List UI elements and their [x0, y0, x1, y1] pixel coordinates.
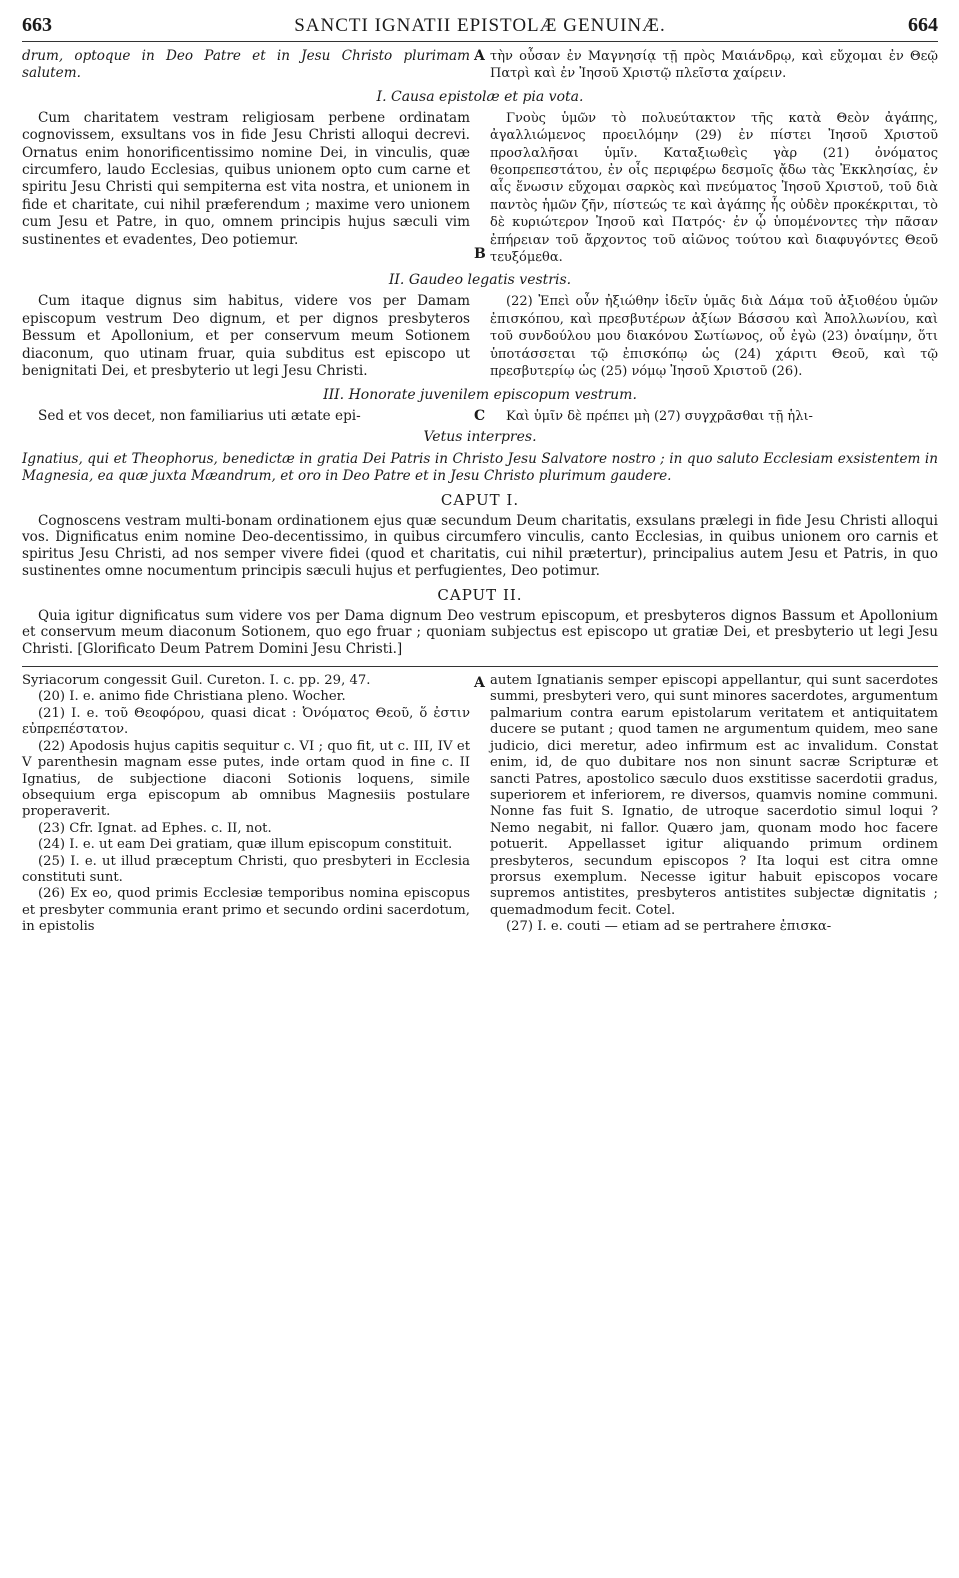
- caput-1-text: Cognoscens vestram multi-bonam ordinationem ejus quæ secundum Deum charitatis, exsulans prælegi in fide Jesu Christi alloqui vos. Dignificatus enim nomine Deo-decentissimo, in quibus circumfero vinculis, canto Ecclesias, in quibus unionem oro carnis et spiritus Jesu Christi, ad nos semper vivere fidei (quod et charitatis, cui nihil prætertur), principalius autem Jesu et Patris, in quo sustinentes omne nocumentum principis sæculi hujus et perfugientes, Deo potimur.: [22, 512, 938, 579]
- running-title: SANCTI IGNATII EPISTOLÆ GENUINÆ.: [294, 15, 666, 36]
- page-number-right: 664: [908, 14, 938, 36]
- caput-2-text: Quia igitur dignificatus sum videre vos per Dama dignum Deo vestrum episcopum, et presbyteros dignos Bassum et Apollonium et conservum meum diaconum Sotionem, quo ego fruar ; quoniam subjectus est episcopo ut gratiæ Dei, et presbyterio ut legi Jesu Christi. [Glorificato Deum Patrem Domini Jesu Christi.]: [22, 607, 938, 658]
- section-1-latin: Cum charitatem vestram religiosam perbene ordinatam cognovissem, exsultans vos in fide Jesu Christi alloqui decrevi. Ornatus enim honorificentissimo nomine Dei, in vinculis, quæ circumfero, laudo Ecclesias, quibus unionem opto cum carne et spiritu Jesu Christi qui sempiterna est vita nostra, et unionem in fide et charitate, cui nihil præferendum ; maxime vero unionem cum Jesu et Patre, in quo, omnem principis hujus sæculi vim sustinentes et evadentes, Deo potiemur.: [22, 109, 470, 248]
- margin-marker-a: A: [474, 48, 485, 64]
- footnote: (20) I. e. animo fide Christiana pleno. Wocher.: [38, 689, 346, 705]
- page-number-left: 663: [22, 14, 52, 36]
- section-1-greek: Γνοὺς ὑμῶν τὸ πολυεύτακτον τῆς κατὰ Θεὸν ἀγάπης, ἀγαλλιώμενος προειλόμην (29) ἐν πίστει Ἰησοῦ Χριστοῦ προσλαλῆσαι ὑμῖν. Καταξιωθεὶς γὰρ (21) ὀνόματος θεοπρεπεστάτου, ἐν οἷς περιφέρω δεσμοῖς ᾄδω τὰς Ἐκκλησίας, ἐν αἷς ἕνωσιν εὔχομαι σαρκὸς καὶ πνεύματος Ἰησοῦ Χριστοῦ, τοῦ διὰ παντὸς ἡμῶν ζῆν, πίστεώς τε καὶ ἀγάπης ἧς οὐδὲν προκέκριται, τὸ δὲ κυριώτερον Ἰησοῦ καὶ Πατρός· ἐν ᾧ ὑπομένοντες τὴν πᾶσαν ἐπήρειαν τοῦ ἄρχοντος τοῦ αἰῶνος τούτου καὶ διαφυγόντες Θεοῦ τευξόμεθα.: [490, 110, 938, 266]
- caput-2-heading: CAPUT II.: [437, 585, 523, 604]
- section-3: [22, 408, 938, 425]
- section-1: [22, 110, 938, 267]
- section-heading-2: II. Gaudeo legatis vestris.: [388, 272, 572, 289]
- footnotes-left: [22, 673, 470, 936]
- footnote: (25) I. e. ut illud præceptum Christi, quo presbyteri in Ecclesia constituti sunt.: [22, 853, 470, 885]
- vetus-heading: Vetus interpres.: [423, 428, 537, 445]
- page: [22, 14, 938, 936]
- footnotes-right: [490, 673, 938, 936]
- section-2: [22, 293, 938, 380]
- margin-marker-b: B: [474, 246, 486, 263]
- section-heading-1: I. Causa epistolæ et pia vota.: [376, 88, 584, 105]
- section-3-greek: Καὶ ὑμῖν δὲ πρέπει μὴ (27) συγχρᾶσθαι τῇ ἡλι-: [506, 408, 813, 424]
- section-3-latin: Sed et vos decet, non familiarius uti ætate epi-: [38, 407, 361, 424]
- footnote: autem Ignatianis semper episcopi appellantur, qui sunt sacerdotes summi, presbyteri vero, qui sunt minores sacerdotes, argumentum palmarium contra earum epistolarum veritatem et antiquitatem ducere se putant ; quod tamen ne argumentum quidem, meo sane judicio, dici meretur, adeo infirmum est ac invalidum. Constat enim, id, de quo dubitare nos non sinunt sacræ Scripturæ et sancti Patres, apostolico sæculo duos exstitisse sacerdotii gradus, superiorem et inferiorem, re diversos, quamvis nomine communi. Nonne fas fuit S. Ignatio, de utroque sacerdotio simul loqui ? Nemo negabit, ni fallor. Quæro jam, quonam modo hoc facere potuerit. Appellasset igitur aliquando primum ordinem presbyteros, secundum episcopos ? Ita loqui est citra omne prorsus exemplum. Necesse igitur habuit episcopos vocare supremos antistites, presbyteros antistites subjectæ dignitatis ; quemadmodum fecit. Cotel.: [490, 673, 938, 918]
- footnote: (21) I. e. τοῦ Θεοφόρου, quasi dicat : Ὀνόματος Θεοῦ, ὅ ἐστιν εὐπρεπέστατον.: [22, 705, 470, 738]
- section-heading-3: III. Honorate juvenilem episcopum vestrum.: [323, 386, 637, 403]
- footnote: (27) I. e. couti — etiam ad se pertrahere ἐπισκα-: [506, 919, 832, 935]
- running-header: [22, 14, 938, 42]
- margin-marker-c: C: [474, 407, 486, 424]
- section-2-latin: Cum itaque dignus sim habitus, videre vos per Damam episcopum vestrum Deo dignum, et per dignos presbyteros Bessum et Apollonium, et per conservum meum Sotionem diaconum, quo utinam fruar, quia subditus est episcopo ut benignitati Dei, et presbyterio ut legi Jesu Christi.: [22, 293, 470, 380]
- section-2-greek: (22) Ἐπεὶ οὖν ἠξιώθην ἰδεῖν ὑμᾶς διὰ Δάμα τοῦ ἀξιοθέου ὑμῶν ἐπισκόπου, καὶ πρεσβυτέρων ἀξίων Βάσσου καὶ Ἀπολλωνίου, καὶ τοῦ συνδούλου μου διακόνου Σωτίωνος, οὗ ἐγὼ (23) ὀναίμην, ὅτι ὑποτάσσεται τῷ ἐπισκόπῳ ὡς (24) χάριτι Θεοῦ, καὶ τῷ πρεσβυτερίῳ ὡς (25) νόμῳ Ἰησοῦ Χριστοῦ (26).: [490, 294, 938, 380]
- vetus-salutation: Ignatius, qui et Theophorus, benedictæ in gratia Dei Patris in Christo Jesu Salvatore nostro ; in quo saluto Ecclesiam exsistentem in Magnesia, ea quæ juxta Mæandrum, et oro in Deo Patre et in Jesu Christo plurimum gaudere.: [22, 450, 938, 484]
- intro-block: [22, 48, 938, 83]
- footnote: (26) Ex eo, quod primis Ecclesiæ temporibus nomina episcopus et presbyter communia erant primo et secundo ordini sacerdotum, in epistolis: [22, 886, 470, 935]
- margin-marker-a-notes: A: [474, 675, 485, 692]
- intro-latin: drum, optoque in Deo Patre et in Jesu Christo plurimam salutem.: [22, 48, 470, 82]
- caput-1-heading: CAPUT I.: [440, 490, 520, 509]
- footnote: (22) Apodosis hujus capitis sequitur c. VI ; quo fit, ut c. III, IV et V parenthesin magnam esse putes, inde ortam quod in fine c. II Ignatius, de subjectione diaconi Sotionis loquens, simile obsequium erga episcopum ab omnibus Magnesiis postulare properaverit.: [22, 738, 470, 820]
- footnote-rule: [22, 666, 938, 667]
- footnote: (24) I. e. ut eam Dei gratiam, quæ illum episcopum constituit.: [38, 837, 453, 853]
- intro-greek: τὴν οὖσαν ἐν Μαγνησίᾳ τῇ πρὸς Μαιάνδρῳ, καὶ εὔχομαι ἐν Θεῷ Πατρὶ καὶ ἐν Ἰησοῦ Χριστῷ πλεῖστα χαίρειν.: [490, 49, 938, 82]
- footnote: Syriacorum congessit Guil. Cureton. I. c. pp. 29, 47.: [22, 673, 371, 689]
- footnote: (23) Cfr. Ignat. ad Ephes. c. II, not.: [38, 820, 272, 836]
- footnotes: [22, 673, 938, 936]
